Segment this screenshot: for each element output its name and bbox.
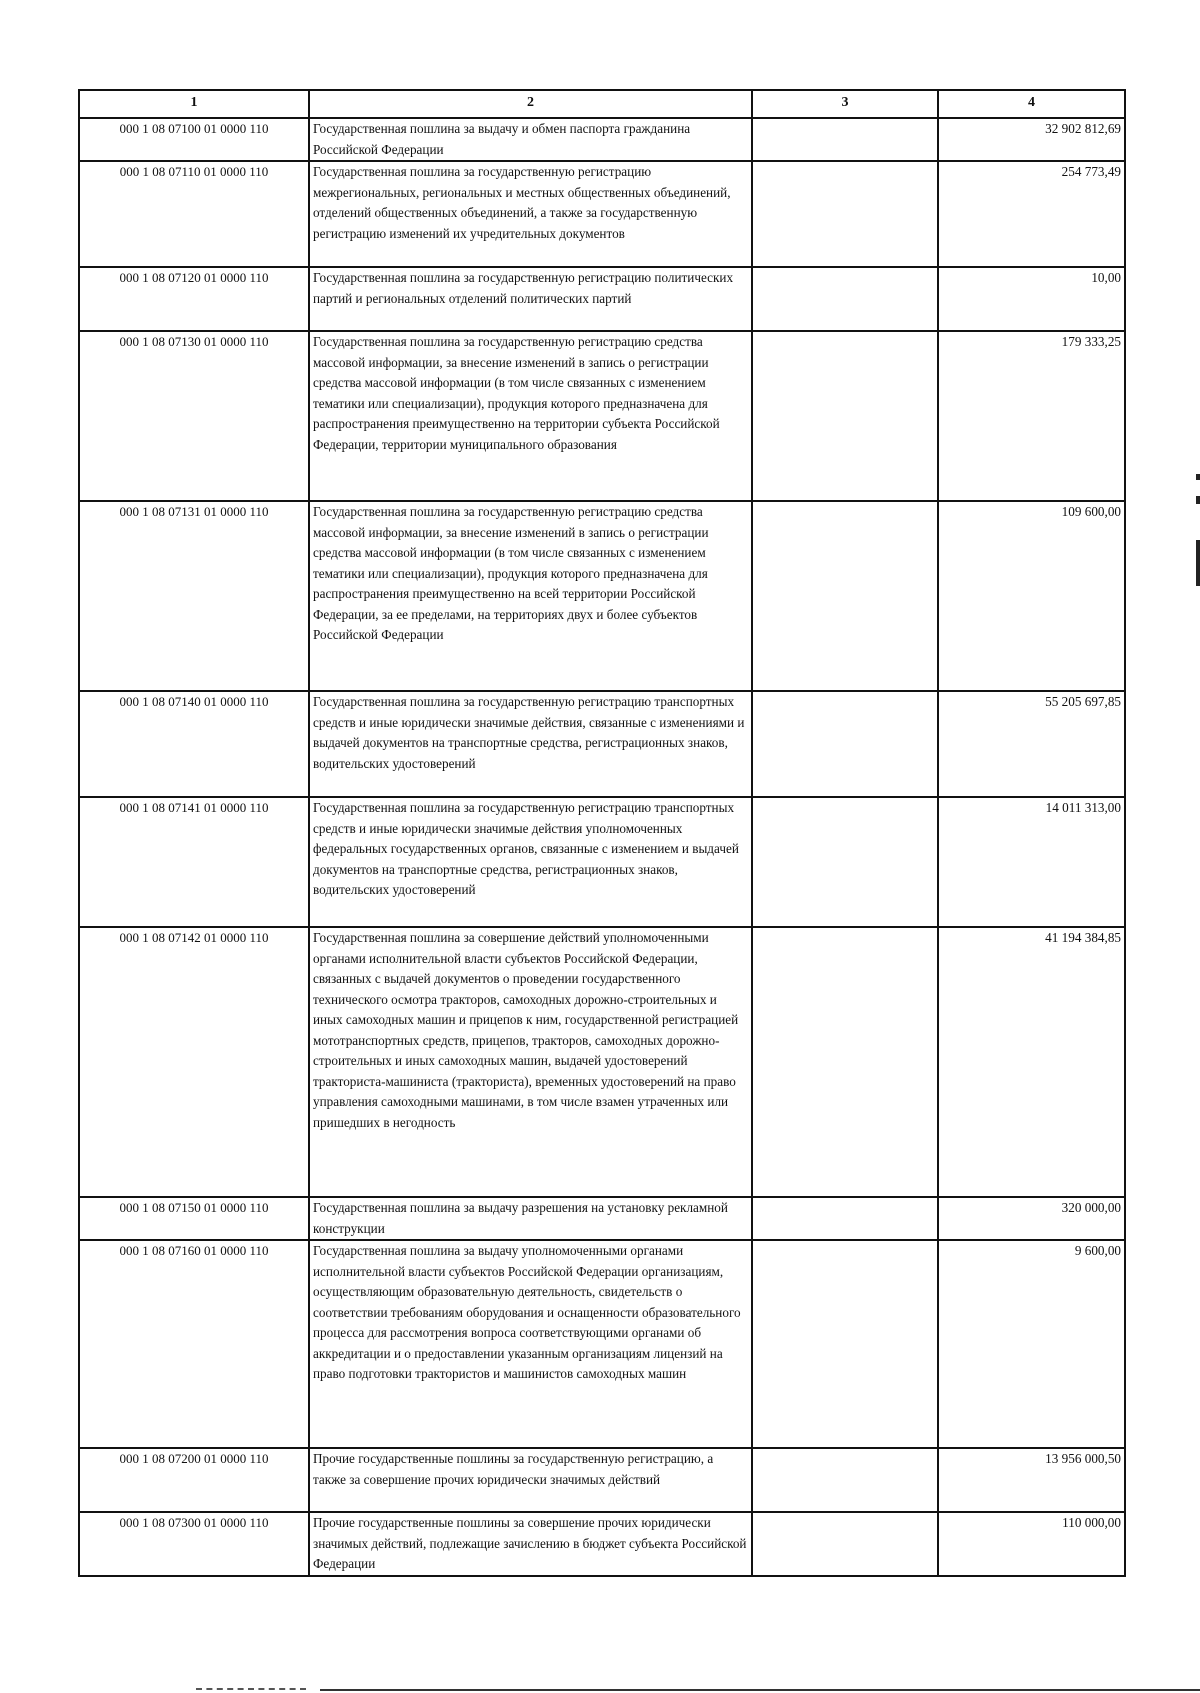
table-row (79, 331, 1125, 501)
budget-code-cell: 000 1 08 07300 01 0000 110 (79, 1512, 309, 1576)
table-row (79, 927, 1125, 1197)
amount-cell: 254 773,49 (938, 161, 1125, 267)
budget-code-cell: 000 1 08 07150 01 0000 110 (79, 1197, 309, 1240)
table-row (79, 161, 1125, 267)
scan-artifact-line (196, 1688, 306, 1693)
amount-cell: 109 600,00 (938, 501, 1125, 691)
revenue-name-cell: Государственная пошлина за совершение действий уполномоченными органами исполнительной власти субъектов Российской Федерации, связанных с выдачей документов о проведении государственного технического осмотра тракторов, самоходных дорожно-строительных и иных самоходных машин и прицепов к ним, государственной регистрацией мототранспортных средств, прицепов, тракторов, самоходных дорожно-строительных и иных самоходных машин, выдачей удостоверений тракториста-машиниста (тракториста), временных удостоверений на право управления самоходными машинами, в том числе взамен утраченных или пришедших в негодность (309, 927, 752, 1197)
table-row (79, 691, 1125, 797)
revenue-table (78, 89, 1126, 1577)
revenue-name-cell: Государственная пошлина за государственную регистрацию средства массовой информации, за внесение изменений в запись о регистрации средства массовой информации (в том числе связанных с изменением тематики или специализации), продукция которого предназначена для распространения преимущественно на территории субъекта Российской Федерации, территории муниципального образования (309, 331, 752, 501)
column-header-4: 4 (938, 90, 1125, 118)
budget-code-cell: 000 1 08 07110 01 0000 110 (79, 161, 309, 267)
empty-cell (752, 267, 938, 331)
empty-cell (752, 1512, 938, 1576)
revenue-name-cell: Государственная пошлина за государственную регистрацию политических партий и региональных отделений политических партий (309, 267, 752, 331)
empty-cell (752, 161, 938, 267)
revenue-name-cell: Государственная пошлина за государственную регистрацию транспортных средств и иные юридически значимые действия уполномоченных федеральных государственных органов, связанные с изменением и выдачей документов на транспортные средства, регистрационных знаков, водительских удостоверений (309, 797, 752, 927)
amount-cell: 110 000,00 (938, 1512, 1125, 1576)
table-row (79, 118, 1125, 161)
budget-code-cell: 000 1 08 07142 01 0000 110 (79, 927, 309, 1197)
revenue-name-cell: Государственная пошлина за выдачу разрешения на установку рекламной конструкции (309, 1197, 752, 1240)
budget-code-cell: 000 1 08 07130 01 0000 110 (79, 331, 309, 501)
column-header-1: 1 (79, 90, 309, 118)
revenue-name-cell: Прочие государственные пошлины за государственную регистрацию, а также за совершение прочих юридически значимых действий (309, 1448, 752, 1512)
scan-artifact-line (320, 1689, 1200, 1691)
empty-cell (752, 797, 938, 927)
table-row (79, 501, 1125, 691)
budget-code-cell: 000 1 08 07160 01 0000 110 (79, 1240, 309, 1448)
budget-code-cell: 000 1 08 07120 01 0000 110 (79, 267, 309, 331)
table-row (79, 1197, 1125, 1240)
amount-cell: 9 600,00 (938, 1240, 1125, 1448)
empty-cell (752, 1197, 938, 1240)
empty-cell (752, 691, 938, 797)
empty-cell (752, 501, 938, 691)
column-header-2: 2 (309, 90, 752, 118)
revenue-name-cell: Государственная пошлина за государственную регистрацию транспортных средств и иные юридически значимые действия, связанные с изменениями и выдачей документов на транспортные средства, регистрационных знаков, водительских удостоверений (309, 691, 752, 797)
table-row (79, 1448, 1125, 1512)
empty-cell (752, 927, 938, 1197)
scan-edge-mark (1196, 474, 1200, 480)
table-row (79, 1240, 1125, 1448)
revenue-name-cell: Государственная пошлина за государственную регистрацию средства массовой информации, за внесение изменений в запись о регистрации средства массовой информации (в том числе связанных с изменением тематики или специализации), продукция которого предназначена для распространения преимущественно на всей территории Российской Федерации, за ее пределами, на территориях двух и более субъектов Российской Федерации (309, 501, 752, 691)
table-row (79, 267, 1125, 331)
revenue-name-cell: Государственная пошлина за выдачу и обмен паспорта гражданина Российской Федерации (309, 118, 752, 161)
amount-cell: 14 011 313,00 (938, 797, 1125, 927)
budget-code-cell: 000 1 08 07131 01 0000 110 (79, 501, 309, 691)
table-header-row (79, 90, 1125, 118)
table-row (79, 797, 1125, 927)
empty-cell (752, 1240, 938, 1448)
amount-cell: 13 956 000,50 (938, 1448, 1125, 1512)
amount-cell: 55 205 697,85 (938, 691, 1125, 797)
amount-cell: 179 333,25 (938, 331, 1125, 501)
revenue-name-cell: Государственная пошлина за выдачу уполномоченными органами исполнительной власти субъектов Российской Федерации организациям, осуществляющим образовательную деятельность, свидетельств о соответствии требованиям оборудования и оснащенности образовательного процесса для рассмотрения вопроса соответствующими органами об аккредитации и о предоставлении указанным организациям лицензий на право подготовки трактористов и машинистов самоходных машин (309, 1240, 752, 1448)
budget-code-cell: 000 1 08 07141 01 0000 110 (79, 797, 309, 927)
empty-cell (752, 331, 938, 501)
scan-edge-mark (1196, 496, 1200, 504)
amount-cell: 32 902 812,69 (938, 118, 1125, 161)
scan-edge-mark (1196, 540, 1200, 586)
column-header-3: 3 (752, 90, 938, 118)
amount-cell: 320 000,00 (938, 1197, 1125, 1240)
amount-cell: 41 194 384,85 (938, 927, 1125, 1197)
revenue-name-cell: Государственная пошлина за государственную регистрацию межрегиональных, региональных и местных общественных объединений, отделений общественных объединений, а также за государственную регистрацию изменений их учредительных документов (309, 161, 752, 267)
budget-code-cell: 000 1 08 07200 01 0000 110 (79, 1448, 309, 1512)
amount-cell: 10,00 (938, 267, 1125, 331)
budget-code-cell: 000 1 08 07100 01 0000 110 (79, 118, 309, 161)
revenue-name-cell: Прочие государственные пошлины за совершение прочих юридически значимых действий, подлежащие зачислению в бюджет субъекта Российской Федерации (309, 1512, 752, 1576)
budget-code-cell: 000 1 08 07140 01 0000 110 (79, 691, 309, 797)
table-row (79, 1512, 1125, 1576)
empty-cell (752, 1448, 938, 1512)
empty-cell (752, 118, 938, 161)
